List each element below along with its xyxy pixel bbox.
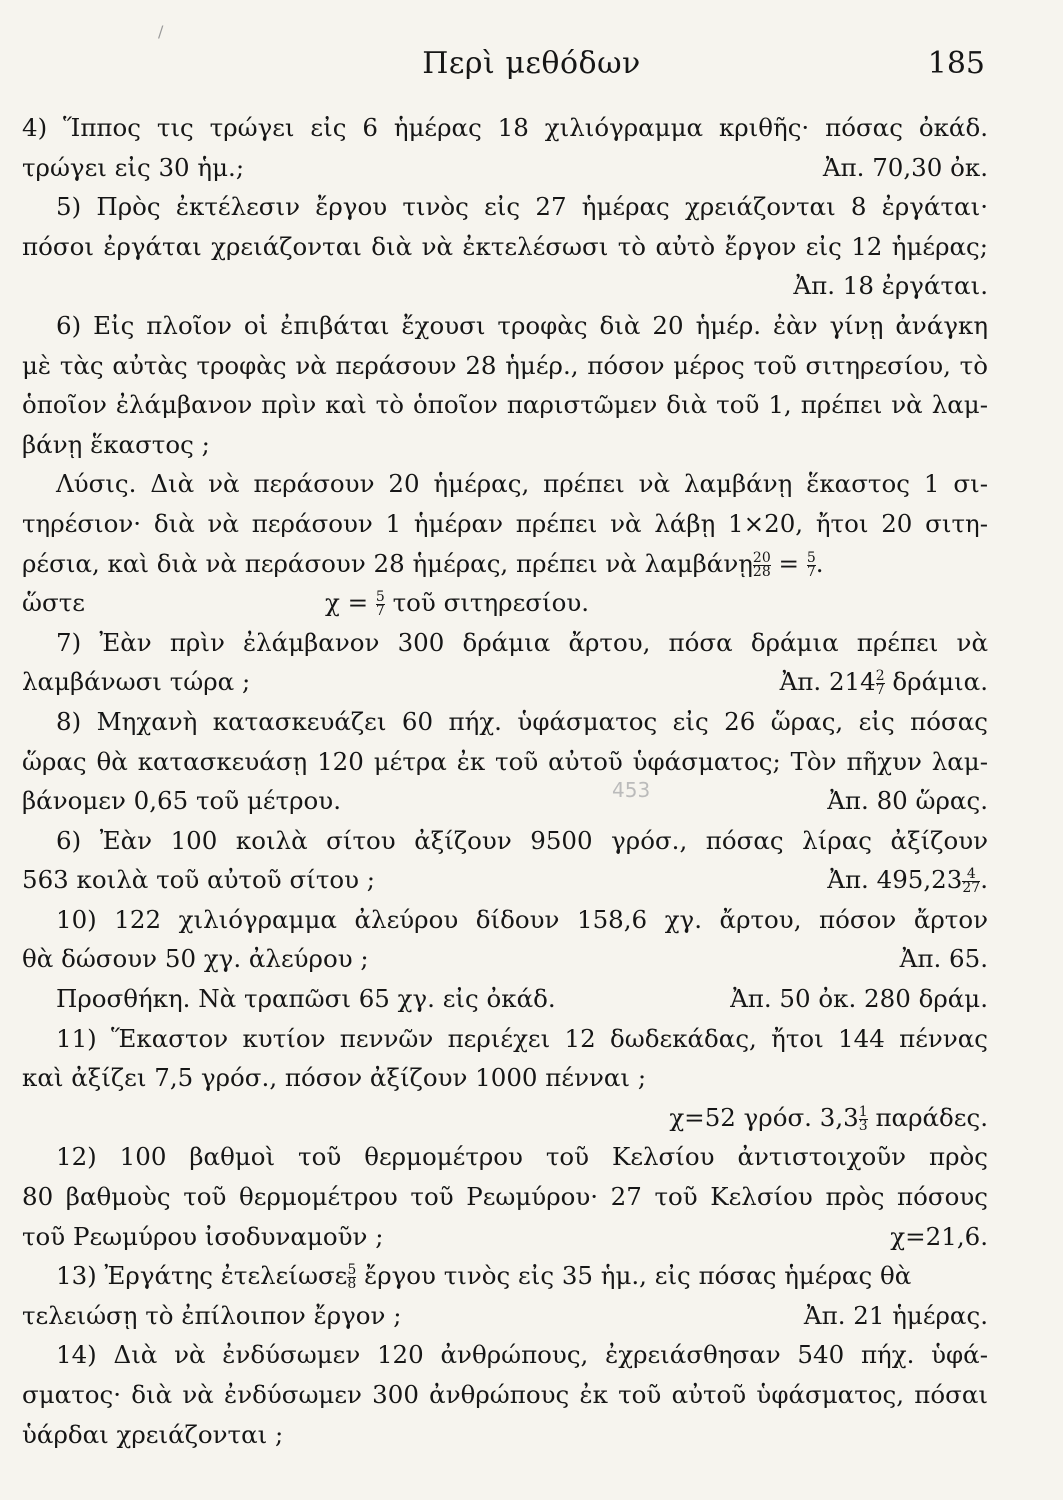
answer-text: Ἀπ. 50 ὀκ. 280 δράμ. xyxy=(730,984,988,1014)
text-line xyxy=(22,742,988,782)
fraction-denominator: 3 xyxy=(858,1117,868,1134)
line-text: 13) Ἐργάτης ἐτελείωσε $\frac{5}{8}$ ἔργου τινὸς εἰς 35 ἡμ., εἰς πόσας ἡμέρας θὰ xyxy=(56,1261,912,1293)
text-line xyxy=(22,266,988,306)
running-title: Περὶ μεθόδων xyxy=(422,46,641,81)
fraction xyxy=(347,1264,356,1291)
line-text-end: . xyxy=(815,548,824,578)
answer xyxy=(788,1296,988,1336)
line-text: ὥρας θὰ κατασκευάσῃ 120 μέτρα ἐκ τοῦ αὐτοῦ ὑφάσματος; Τὸν πῆχυν λαμ- xyxy=(22,746,988,776)
text-line xyxy=(22,1137,988,1177)
answer xyxy=(764,662,988,702)
answer-text: Ἀπ. 70,30 ὀκ. xyxy=(822,152,988,182)
line-text: ρέσια, καὶ διὰ νὰ περάσουν 28 ἡμέρας, πρέπει νὰ λαμβάνῃ $\frac{20}{28}$ = $\frac{5}{7}$ . xyxy=(22,548,824,580)
line-text: 11) Ἕκαστον κυτίον πεννῶν περιέχει 12 δωδεκάδας, ἤτοι 144 πέννας xyxy=(56,1023,988,1053)
answer xyxy=(653,1098,988,1138)
line-text: 5) Πρὸς ἐκτέλεσιν ἔργου τινὸς εἰς 27 ἡμέρας χρειάζονται 8 ἐργάται· xyxy=(56,192,988,222)
line-text: Προσθήκη. Νὰ τραπῶσι 65 χγ. εἰς ὀκάδ. xyxy=(56,984,556,1014)
fraction-numerator: 5 xyxy=(375,589,385,606)
answer-end: . xyxy=(980,865,988,895)
line-text: λαμβάνωσι τώρα ; xyxy=(22,667,251,697)
fraction-denominator: 7 xyxy=(375,603,385,620)
line-text: 10) 122 χιλιόγραμμα ἀλεύρου δίδουν 158,6 χγ. ἄρτου, πόσον ἄρτον xyxy=(56,904,988,934)
corner-mark: / xyxy=(158,22,164,41)
line-text: καὶ ἀξίζει 7,5 γρόσ., πόσον ἀξίζουν 1000 πένναι ; xyxy=(22,1063,647,1093)
text-line xyxy=(22,504,988,544)
text-line xyxy=(22,544,988,584)
line-text-end: ἔργου τινὸς εἰς 35 ἡμ., εἰς πόσας ἡμέρας θὰ xyxy=(356,1261,912,1291)
line-text: πόσοι ἐργάται χρειάζονται διὰ νὰ ἐκτελέσωσι τὸ αὐτὸ ἔργον εἰς 12 ἡμέρας; xyxy=(22,231,988,261)
text-line xyxy=(22,623,988,663)
line-text: βάνῃ ἕκαστος ; xyxy=(22,429,210,459)
answer xyxy=(714,979,988,1019)
text-line xyxy=(22,306,988,346)
fraction-numerator: 2 xyxy=(875,668,885,685)
text-line xyxy=(22,900,988,940)
text-line xyxy=(22,1019,988,1059)
line-text-end: τοῦ σιτηρεσίου. xyxy=(384,588,590,618)
fraction-numerator: 5 xyxy=(347,1262,357,1279)
fraction xyxy=(858,1103,868,1134)
line-text: σματος· διὰ νὰ ἐνδύσωμεν 300 ἀνθρώπους ἐκ τοῦ αὐτοῦ ὑφάσματος, πόσαι xyxy=(22,1380,988,1409)
text-line xyxy=(22,979,988,1019)
answer-text: Ἀπ. 214 xyxy=(779,667,876,697)
text-line xyxy=(22,781,988,821)
answer xyxy=(811,781,988,821)
line-text: ὥστε χ = $\frac{5}{7}$ τοῦ σιτηρεσίου. xyxy=(22,588,590,620)
line-text: 8) Μηχανὴ κατασκευάζει 60 πήχ. ὑφάσματος εἰς 26 ὥρας, εἰς πόσας xyxy=(56,706,988,736)
fraction-numerator: 1 xyxy=(858,1103,868,1120)
text-line xyxy=(22,1177,988,1217)
answer xyxy=(811,860,988,900)
text-line xyxy=(22,1058,988,1098)
answer-text: Ἀπ. 21 ἡμέρας. xyxy=(803,1300,988,1330)
text-line xyxy=(22,662,988,702)
fraction-denominator: 7 xyxy=(875,682,885,699)
fraction-numerator: 4 xyxy=(962,868,980,882)
text-line xyxy=(22,1415,988,1455)
text-line xyxy=(22,583,988,623)
fraction-numerator: 5 xyxy=(806,549,816,566)
text-line xyxy=(22,1296,988,1336)
answer xyxy=(777,266,988,306)
line-text: 14) Διὰ νὰ ἐνδύσωμεν 120 ἀνθρώπους, ἐχρειάσθησαν 540 πήχ. ὑφά- xyxy=(56,1340,988,1370)
line-text: ὑάρδαι χρειάζονται ; xyxy=(22,1419,284,1449)
fraction-denominator: 28 xyxy=(752,563,771,580)
fraction xyxy=(752,549,771,580)
text-line xyxy=(22,108,988,148)
answer-text: χ=21,6. xyxy=(890,1221,988,1251)
text-line xyxy=(22,1335,988,1375)
pencil-annotation: 453 xyxy=(612,778,651,802)
line-text: τρώγει εἰς 30 ἡμ.; xyxy=(22,152,245,182)
line-text: μὲ τὰς αὐτὰς τροφὰς νὰ περάσουν 28 ἡμέρ., πόσον μέρος τοῦ σιτηρεσίου, τὸ xyxy=(22,350,988,380)
text-line xyxy=(22,1098,988,1138)
text-line xyxy=(22,860,988,900)
answer xyxy=(807,148,988,188)
line-text: Λύσις. Διὰ νὰ περάσουν 20 ἡμέρας, πρέπει νὰ λαμβάνῃ ἕκαστος 1 σι- xyxy=(56,469,988,499)
line-text: τηρέσιον· διὰ νὰ περάσουν 1 ἡμέραν πρέπει νὰ λάβῃ 1×20, ἤτοι 20 σιτη- xyxy=(22,508,988,538)
line-text: 6) Ἐὰν 100 κοιλὰ σίτου ἀξίζουν 9500 γρόσ., πόσας λίρας ἀξίζουν xyxy=(56,825,988,855)
text-line xyxy=(22,425,988,465)
line-text: θὰ δώσουν 50 χγ. ἀλεύρου ; xyxy=(22,944,369,974)
text-line xyxy=(22,1375,988,1415)
math-expression: χ = xyxy=(324,588,376,618)
line-text: τελειώσῃ τὸ ἐπίλοιπον ἔργον ; xyxy=(22,1300,402,1330)
page-number: 185 xyxy=(927,46,985,81)
text-line xyxy=(22,464,988,504)
answer-text: Ἀπ. 65. xyxy=(899,944,988,974)
line-text: 6) Εἰς πλοῖον οἱ ἐπιβάται ἔχουσι τροφὰς διὰ 20 ἡμέρ. ἐὰν γίνῃ ἀνάγκη xyxy=(56,310,988,340)
fraction xyxy=(876,670,885,697)
line-text: βάνομεν 0,65 τοῦ μέτρου. xyxy=(22,786,341,816)
answer-end: παράδες. xyxy=(867,1102,988,1132)
line-text: 80 βαθμοὺς τοῦ θερμομέτρου τοῦ Ρεωμύρου· 27 τοῦ Κελσίου πρὸς πόσους xyxy=(22,1182,988,1212)
text-line xyxy=(22,1256,988,1296)
answer xyxy=(884,939,988,979)
line-text: 7) Ἐὰν πρὶν ἐλάμβανον 300 δράμια ἄρτου, πόσα δράμια πρέπει νὰ xyxy=(56,627,988,657)
text-line xyxy=(22,227,988,267)
fraction xyxy=(376,591,385,618)
answer-text: Ἀπ. 80 ὥρας. xyxy=(827,786,988,816)
text-line xyxy=(22,1217,988,1257)
answer-text: Ἀπ. 18 ἐργάται. xyxy=(793,271,988,301)
answer-text: Ἀπ. 495,23 xyxy=(827,865,963,895)
answer-end: δράμια. xyxy=(884,667,988,697)
fraction xyxy=(962,868,980,895)
fraction-denominator: 8 xyxy=(347,1276,357,1293)
fraction-numerator: 20 xyxy=(752,549,771,566)
page-header xyxy=(0,46,1063,90)
answer xyxy=(874,1217,988,1257)
text-line xyxy=(22,148,988,188)
text-line xyxy=(22,346,988,386)
line-text: τοῦ Ρεωμύρου ἰσοδυναμοῦν ; xyxy=(22,1221,384,1251)
text-line xyxy=(22,385,988,425)
answer-text: χ=52 γρόσ. 3,3 xyxy=(669,1102,859,1132)
text-line xyxy=(22,821,988,861)
line-text: 4) Ἵππος τις τρώγει εἰς 6 ἡμέρας 18 χιλιόγραμμα κριθῆς· πόσας ὀκάδ. xyxy=(22,113,988,142)
fraction xyxy=(806,549,816,580)
text-line xyxy=(22,939,988,979)
line-text: 12) 100 βαθμοὶ τοῦ θερμομέτρου τοῦ Κελσίου ἀντιστοιχοῦν πρὸς xyxy=(56,1142,988,1172)
text-line xyxy=(22,702,988,742)
page-body xyxy=(22,108,988,1454)
fraction-denominator: 27 xyxy=(962,880,981,897)
math-operator: = xyxy=(770,548,807,578)
text-line xyxy=(22,187,988,227)
line-text: 563 κοιλὰ τοῦ αὐτοῦ σίτου ; xyxy=(22,865,376,895)
fraction-denominator: 7 xyxy=(806,563,816,580)
line-text: ὁποῖον ἐλάμβανον πρὶν καὶ τὸ ὁποῖον παριστῶμεν διὰ τοῦ 1, πρέπει νὰ λαμ- xyxy=(22,390,988,420)
